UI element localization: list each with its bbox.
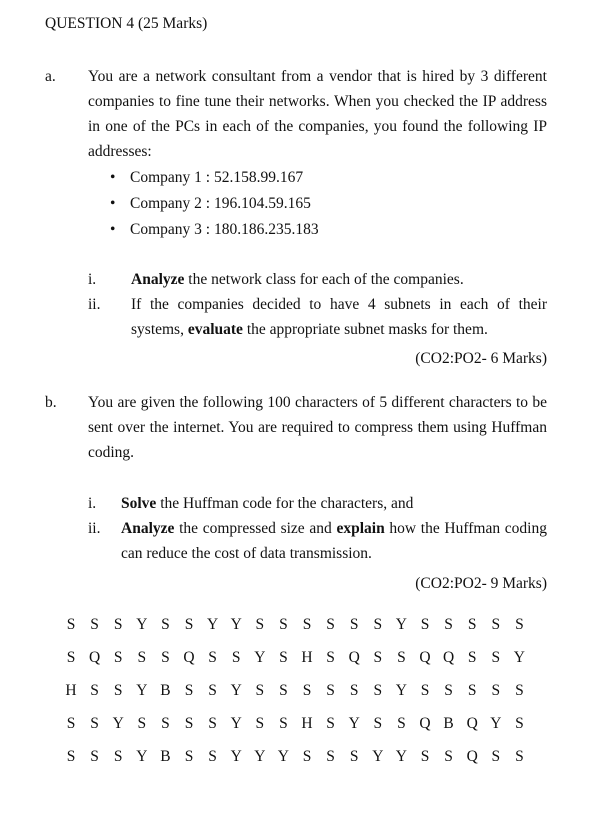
- grid-char: S: [515, 715, 524, 732]
- grid-char: Y: [395, 682, 407, 699]
- part-b-marker: b.: [45, 394, 57, 411]
- grid-char: Y: [230, 616, 242, 633]
- grid-char: S: [279, 682, 288, 699]
- grid-char: S: [90, 715, 99, 732]
- grid-char: S: [326, 748, 335, 765]
- task-a-ii-number: ii.: [88, 296, 101, 313]
- task-text: If the companies decided to have 4 subnets in each of their systems,: [131, 296, 547, 338]
- grid-char: S: [373, 682, 383, 699]
- grid-char: S: [444, 748, 453, 765]
- list-item: [110, 217, 319, 243]
- task-b-ii-number: ii.: [88, 520, 101, 537]
- task-text: the compressed size and: [174, 520, 337, 537]
- grid-char: Y: [136, 616, 148, 633]
- grid-char: H: [301, 715, 313, 732]
- grid-char: S: [467, 649, 477, 666]
- grid-char: B: [160, 682, 171, 699]
- grid-char: S: [255, 616, 265, 633]
- bullet-icon: •: [110, 169, 116, 186]
- company-2-ip: Company 2 : 196.104.59.165: [130, 195, 311, 212]
- grid-char: S: [279, 649, 288, 666]
- grid-char: S: [66, 715, 76, 732]
- grid-char: S: [90, 616, 99, 633]
- grid-char: Y: [230, 748, 242, 765]
- grid-char: S: [491, 616, 501, 633]
- grid-char: S: [373, 616, 383, 633]
- grid-char: S: [467, 682, 477, 699]
- grid-char: S: [113, 616, 123, 633]
- grid-char: S: [444, 616, 453, 633]
- task-text: the appropriate subnet masks for them.: [242, 321, 488, 338]
- grid-char: S: [491, 649, 501, 666]
- grid-char: S: [349, 748, 359, 765]
- grid-char: Q: [88, 649, 101, 666]
- grid-char: S: [231, 649, 241, 666]
- part-a-marks: (CO2:PO2- 6 Marks): [415, 350, 547, 367]
- grid-char: Q: [466, 748, 478, 765]
- grid-char: S: [349, 616, 359, 633]
- grid-char: S: [373, 649, 383, 666]
- task-text: the Huffman code for the characters, and: [156, 495, 414, 512]
- grid-char: S: [113, 649, 123, 666]
- grid-char: Y: [513, 649, 525, 666]
- grid-char: Y: [136, 682, 148, 699]
- grid-char: Y: [254, 649, 266, 666]
- grid-char: S: [491, 682, 501, 699]
- grid-char: Q: [348, 649, 360, 666]
- grid-char: S: [137, 649, 147, 666]
- grid-char: S: [420, 682, 430, 699]
- grid-char: S: [161, 616, 170, 633]
- task-text: how the Huffman coding can reduce the cost of data transmission.: [121, 520, 547, 562]
- grid-char: S: [444, 682, 453, 699]
- grid-char: Q: [466, 715, 478, 732]
- part-b-marks: (CO2:PO2- 9 Marks): [415, 575, 547, 592]
- grid-char: S: [420, 616, 430, 633]
- grid-char: S: [349, 682, 359, 699]
- part-a-marker: a.: [45, 68, 56, 85]
- grid-char: S: [515, 616, 524, 633]
- grid-char: H: [65, 682, 77, 699]
- grid-char: H: [301, 649, 313, 666]
- grid-char: S: [255, 715, 265, 732]
- grid-char: S: [326, 649, 335, 666]
- task-b-i: [121, 491, 413, 516]
- bullet-icon: •: [110, 195, 116, 212]
- grid-char: S: [113, 682, 123, 699]
- company-ip-list: [110, 165, 319, 243]
- grid-char: S: [279, 616, 288, 633]
- grid-char: S: [326, 715, 335, 732]
- grid-char: Y: [372, 748, 384, 765]
- grid-char: S: [208, 682, 217, 699]
- grid-char: S: [515, 748, 524, 765]
- bullet-icon: •: [110, 221, 116, 238]
- grid-char: Y: [230, 682, 242, 699]
- task-b-ii: [121, 516, 547, 566]
- grid-char: S: [515, 682, 524, 699]
- grid-char: Q: [419, 715, 431, 732]
- grid-char: S: [208, 748, 217, 765]
- grid-char: Y: [136, 748, 148, 765]
- grid-char: S: [184, 748, 194, 765]
- grid-char: S: [66, 748, 76, 765]
- grid-char: S: [184, 715, 194, 732]
- grid-char: S: [161, 715, 170, 732]
- grid-char: Y: [206, 616, 219, 633]
- grid-char: S: [491, 748, 501, 765]
- grid-char: S: [208, 715, 217, 732]
- grid-char: Y: [112, 715, 124, 732]
- company-3-ip: Company 3 : 180.186.235.183: [130, 221, 319, 238]
- grid-char: S: [279, 715, 288, 732]
- grid-char: S: [66, 649, 76, 666]
- grid-char: S: [90, 748, 99, 765]
- task-a-i-number: i.: [88, 271, 97, 288]
- grid-char: Q: [442, 649, 455, 666]
- grid-char: S: [326, 682, 335, 699]
- grid-char: S: [90, 682, 99, 699]
- grid-char: S: [184, 616, 194, 633]
- task-a-i: [131, 267, 464, 292]
- list-item: [110, 165, 319, 191]
- grid-char: S: [326, 616, 335, 633]
- grid-char: S: [302, 748, 312, 765]
- grid-char: S: [161, 649, 170, 666]
- grid-char: S: [420, 748, 430, 765]
- grid-char: Y: [230, 715, 242, 732]
- company-1-ip: Company 1 : 52.158.99.167: [130, 169, 304, 186]
- grid-char: B: [160, 748, 171, 765]
- grid-char: Q: [419, 649, 431, 666]
- task-verb: explain: [336, 520, 385, 537]
- task-b-i-number: i.: [88, 495, 97, 512]
- grid-char: S: [397, 715, 406, 732]
- task-verb: Analyze: [131, 271, 185, 288]
- list-item: [110, 191, 319, 217]
- part-b-paragraph: You are given the following 100 characters of 5 different characters to be sent over the internet. You are required to compress them using Huffman coding.: [88, 394, 547, 461]
- grid-char: B: [443, 715, 454, 732]
- grid-char: Y: [254, 748, 266, 765]
- grid-char: Q: [183, 649, 195, 666]
- grid-char: Y: [277, 748, 289, 765]
- task-verb: Solve: [121, 495, 157, 512]
- task-verb: Analyze: [121, 520, 175, 537]
- part-a-paragraph: You are a network consultant from a vendor that is hired by 3 different companies to fine tune their networks. When you checked the IP address in one of the PCs in each of the companies, you found the following IP addresses:: [88, 68, 547, 160]
- grid-char: Y: [348, 715, 360, 732]
- question-title: QUESTION 4 (25 Marks): [45, 15, 208, 32]
- grid-char: S: [137, 715, 147, 732]
- grid-char: S: [208, 649, 217, 666]
- grid-char: S: [302, 682, 312, 699]
- grid-char: S: [66, 616, 76, 633]
- task-verb: evaluate: [187, 321, 243, 338]
- grid-char: S: [302, 616, 312, 633]
- grid-char: S: [113, 748, 123, 765]
- grid-char: S: [373, 715, 383, 732]
- grid-char: Y: [490, 715, 502, 732]
- grid-char: Y: [395, 616, 407, 633]
- grid-char: S: [467, 616, 477, 633]
- grid-char: S: [255, 682, 265, 699]
- grid-char: Y: [395, 748, 407, 765]
- task-text: the network class for each of the companies.: [184, 271, 464, 288]
- grid-char: S: [184, 682, 194, 699]
- task-a-ii: [131, 292, 547, 342]
- grid-char: S: [397, 649, 406, 666]
